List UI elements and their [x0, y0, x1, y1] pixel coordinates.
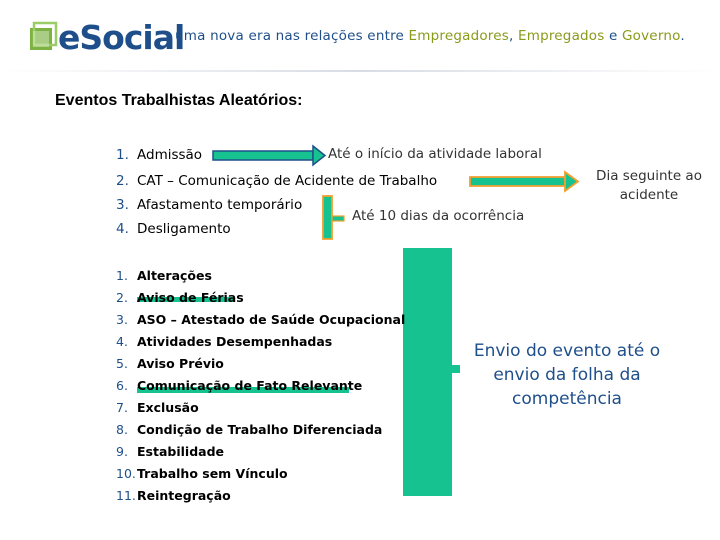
tagline-end: . [680, 28, 685, 44]
note-cat: Dia seguinte ao acidente [596, 168, 702, 203]
item-label: Condição de Trabalho Diferenciada [137, 422, 383, 437]
item-label: CAT – Comunicação de Acidente de Trabalho [137, 173, 438, 189]
item-label: Admissão [137, 147, 203, 163]
list-item [116, 356, 224, 371]
page-title: Eventos Trabalhistas Aleatórios: [55, 92, 303, 109]
item-label: Exclusão [137, 400, 199, 415]
item-number: 1. [116, 268, 128, 283]
item-label: Alterações [137, 268, 212, 283]
tagline-sep1: , [509, 28, 518, 44]
tagline-empregados: Empregados [517, 28, 605, 44]
item-label: Aviso de Férias [137, 290, 244, 305]
list-item [116, 466, 288, 481]
item-number: 4. [116, 221, 129, 237]
item-label: Reintegração [137, 488, 231, 503]
item-label: Afastamento temporário [137, 197, 303, 213]
admissao-arrow-icon [213, 146, 325, 165]
item-label: ASO – Atestado de Saúde Ocupacional [137, 312, 406, 327]
list-item [116, 378, 362, 393]
item-number: 1. [116, 147, 129, 163]
item-label: Comunicação de Fato Relevante [137, 378, 363, 393]
item-number: 7. [116, 400, 128, 415]
note-afastamento: Até 10 dias da ocorrência [352, 208, 525, 224]
item-label: Atividades Desempenhadas [137, 334, 333, 349]
item-number: 5. [116, 356, 128, 371]
item-label: Estabilidade [137, 444, 224, 459]
item-number: 8. [116, 422, 128, 437]
item-number: 3. [116, 197, 129, 213]
item-number: 11. [116, 488, 136, 503]
list-item [116, 400, 199, 415]
list-item [116, 488, 231, 503]
note-envio: Envio do evento até o envio da folha da competência [473, 341, 661, 409]
tagline-sep2: e [604, 28, 622, 44]
tagline-prefix: uma nova era nas relações entre [175, 28, 409, 44]
item-number: 4. [116, 334, 128, 349]
list-item [116, 268, 212, 283]
item-label: Trabalho sem Vínculo [137, 466, 288, 481]
list-item [116, 312, 405, 327]
item-label: Aviso Prévio [137, 356, 224, 371]
tagline-governo: Governo [622, 28, 681, 44]
cat-arrow-icon [470, 172, 578, 191]
envio-bracket-icon [403, 248, 460, 496]
tagline-empregadores: Empregadores [408, 28, 509, 44]
item-number: 2. [116, 173, 129, 189]
item-number: 2. [116, 290, 128, 305]
note-admissao: Até o início da atividade laboral [328, 146, 542, 162]
list-item [116, 334, 332, 349]
logo-text: eSocial [58, 18, 185, 57]
item-number: 9. [116, 444, 128, 459]
afastamento-bracket-icon [323, 196, 344, 239]
item-number: 6. [116, 378, 128, 393]
item-number: 3. [116, 312, 128, 327]
list-item [116, 444, 224, 459]
item-label: Desligamento [137, 221, 231, 237]
list-item [116, 290, 244, 305]
list-item [116, 422, 382, 437]
item-number: 10. [116, 466, 136, 481]
